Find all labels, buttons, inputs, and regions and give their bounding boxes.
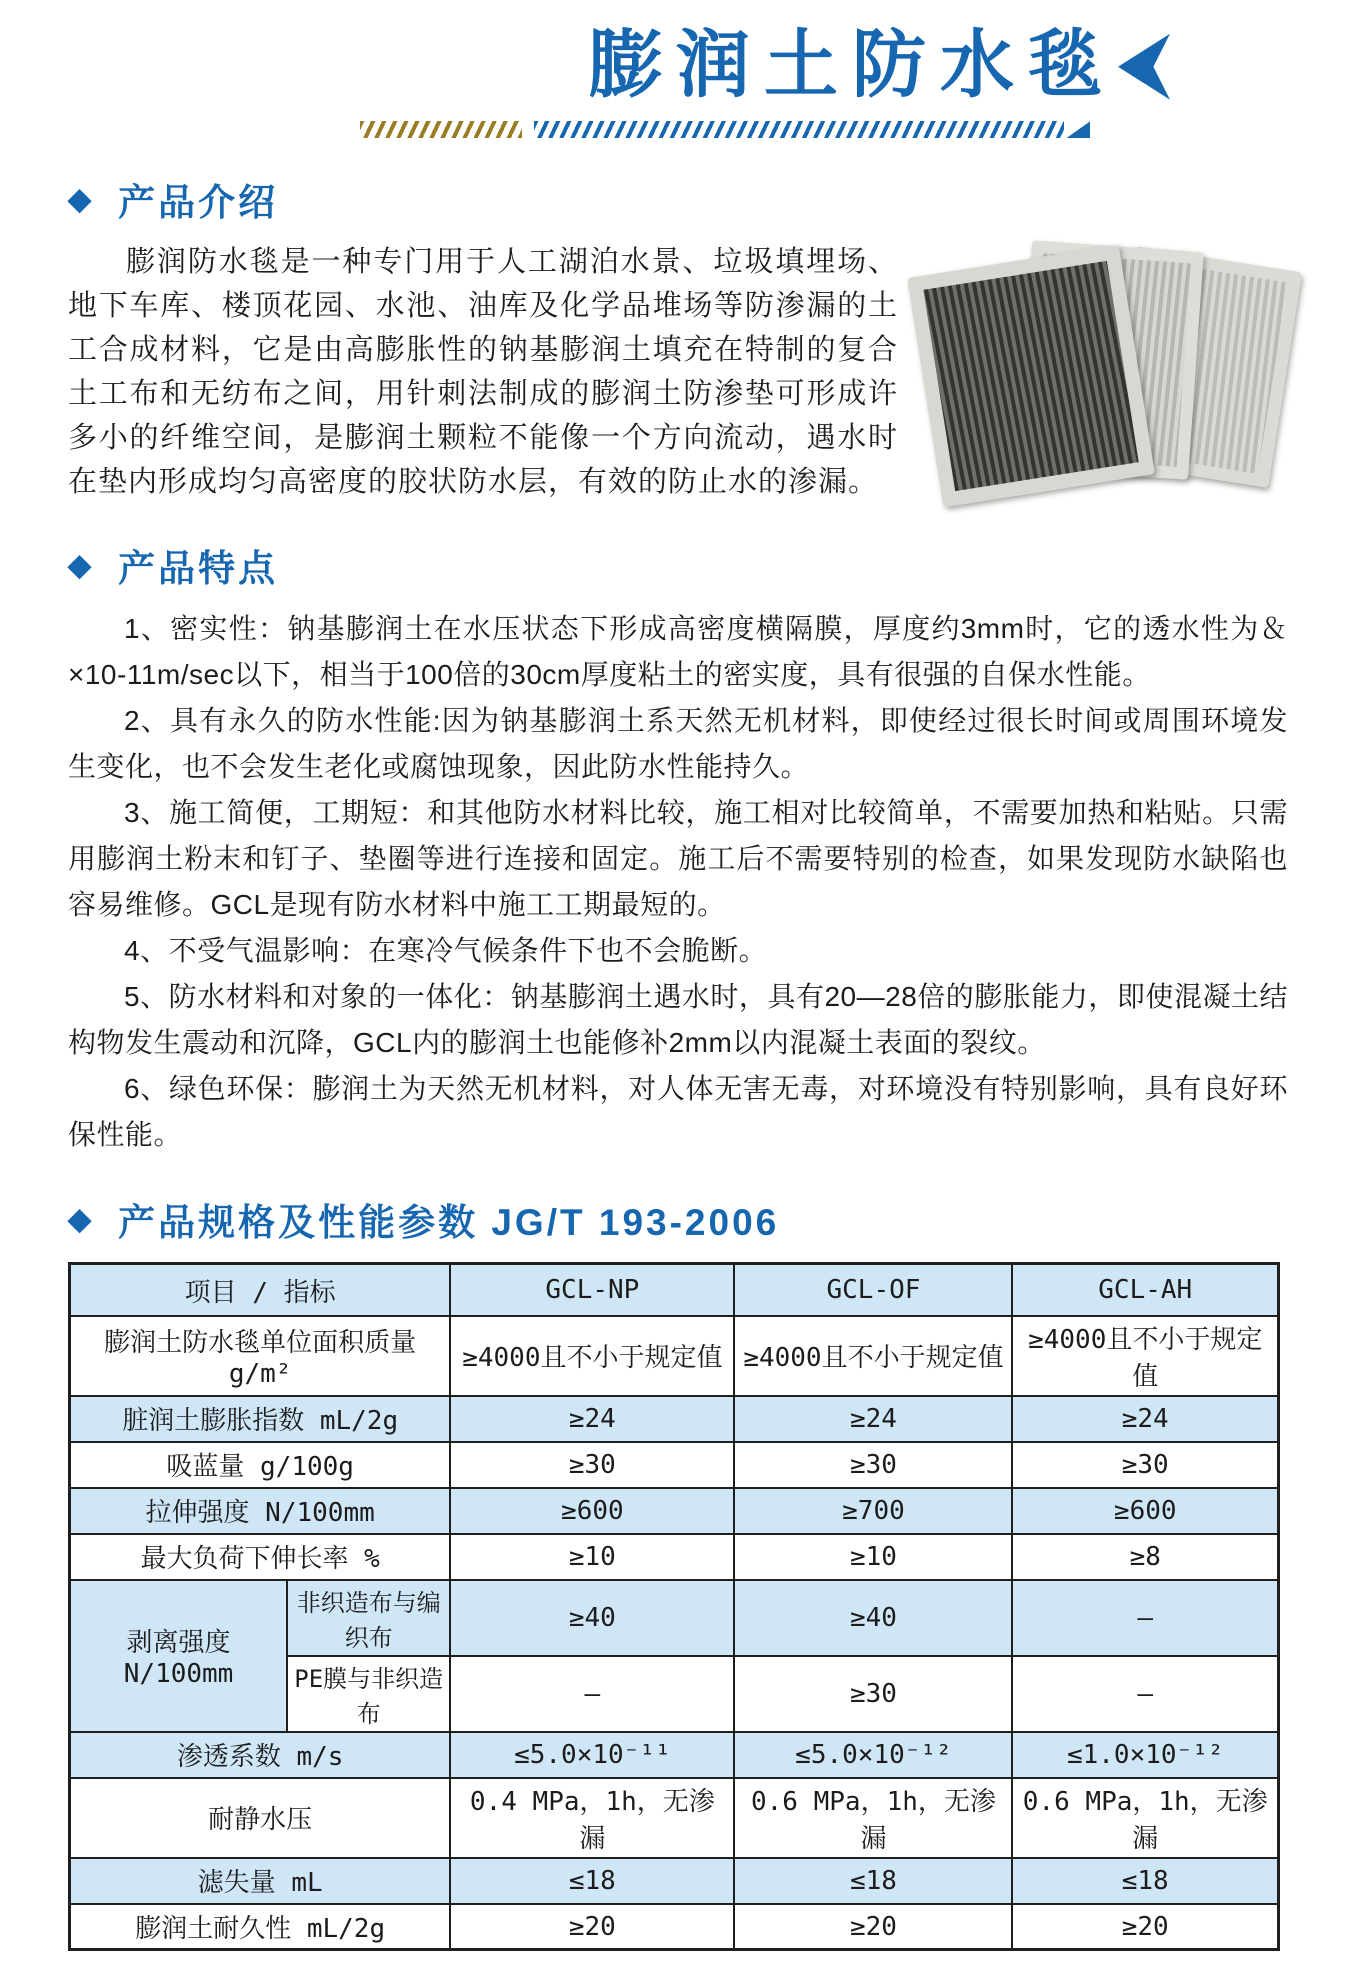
spec-header-cell: GCL-NP bbox=[450, 1264, 734, 1316]
spec-value: ≥4000且不小于规定值 bbox=[450, 1316, 734, 1396]
spec-value: ≥8 bbox=[1012, 1534, 1278, 1580]
spec-header-cell: GCL-AH bbox=[1012, 1264, 1278, 1316]
spec-value: 0.4 MPa，1h，无渗漏 bbox=[450, 1778, 734, 1858]
spec-value: ≤18 bbox=[1012, 1858, 1278, 1904]
spec-label: 膨润土耐久性 mL/2g bbox=[70, 1904, 451, 1950]
spec-value: ≥20 bbox=[450, 1904, 734, 1950]
section-intro-title: 产品介绍 bbox=[118, 182, 279, 224]
spec-row bbox=[70, 1858, 1279, 1904]
spec-value: ≥700 bbox=[734, 1488, 1012, 1534]
spec-label: 剥离强度 N/100mm bbox=[70, 1580, 288, 1732]
feature-item: 1、密实性：钠基膨润土在水压状态下形成高密度横隔膜，厚度约3mm时，它的透水性为＆×10-11m/sec以下，相当于100倍的30cm厚度粘土的密实度，具有很强的自保水性能。 bbox=[68, 613, 1288, 691]
feature-item: 6、绿色环保：膨润土为天然无机材料，对人体无害无毒，对环境没有特别影响，具有良好环保性能。 bbox=[68, 1073, 1288, 1151]
spec-label: 吸蓝量 g/100g bbox=[70, 1442, 451, 1488]
spec-value: ≥30 bbox=[734, 1442, 1012, 1488]
spec-value: ≥30 bbox=[734, 1656, 1012, 1732]
spec-row bbox=[70, 1778, 1279, 1858]
spec-label: 耐静水压 bbox=[70, 1778, 451, 1858]
section-specs-title: 产品规格及性能参数 JG/T 193-2006 bbox=[118, 1202, 780, 1244]
header bbox=[68, 26, 1288, 107]
spec-label: 最大负荷下伸长率 % bbox=[70, 1534, 451, 1580]
section-specs bbox=[68, 1192, 1288, 1951]
spec-label: 膨润土防水毯单位面积质量 g/m² bbox=[70, 1316, 451, 1396]
spec-table bbox=[68, 1262, 1280, 1951]
intro-paragraph: 膨润防水毯是一种专门用于人工湖泊水景、垃圾填埋场、地下车库、楼顶花园、水池、油库及化学品堆场等防渗漏的土工合成材料，它是由高膨胀性的钠基膨润土填充在特制的复合土工布和无纺布之间，用针刺法制成的膨润土防渗垫可形成许多小的纤维空间，是膨润土颗粒不能像一个方向流动，遇水时在垫内形成均匀高密度的胶状防水层，有效的防止水的渗漏。 bbox=[68, 246, 898, 499]
spec-value: – bbox=[1012, 1580, 1278, 1656]
spec-value: ≥600 bbox=[450, 1488, 734, 1534]
spec-row bbox=[70, 1534, 1279, 1580]
spec-value: 0.6 MPa，1h，无渗漏 bbox=[734, 1778, 1012, 1858]
spec-value: ≥600 bbox=[1012, 1488, 1278, 1534]
feature-item: 2、具有永久的防水性能:因为钠基膨润土系天然无机材料，即使经过很长时间或周围环境发生变化，也不会发生老化或腐蚀现象，因此防水性能持久。 bbox=[68, 705, 1288, 783]
section-features bbox=[68, 538, 1288, 1158]
spec-header-cell: 项目 / 指标 bbox=[70, 1264, 451, 1316]
spec-value: ≥20 bbox=[734, 1904, 1012, 1950]
spec-value: ≥30 bbox=[1012, 1442, 1278, 1488]
spec-row bbox=[70, 1396, 1279, 1442]
gold-stripes-decoration bbox=[360, 121, 522, 138]
section-features-title: 产品特点 bbox=[118, 548, 279, 590]
spec-value: ≥4000且不小于规定值 bbox=[1012, 1316, 1278, 1396]
spec-sublabel: 非织造布与编织布 bbox=[287, 1580, 450, 1656]
feature-item: 4、不受气温影响：在寒冷气候条件下也不会脆断。 bbox=[124, 935, 768, 967]
spec-value: ≤5.0×10⁻¹¹ bbox=[450, 1732, 734, 1778]
spec-value: ≥10 bbox=[734, 1534, 1012, 1580]
diamond-icon: ◆ bbox=[68, 1202, 95, 1236]
spec-value: ≥10 bbox=[450, 1534, 734, 1580]
spec-value: ≥40 bbox=[450, 1580, 734, 1656]
spec-label: 滤失量 mL bbox=[70, 1858, 451, 1904]
spec-label: 脏润土膨胀指数 mL/2g bbox=[70, 1396, 451, 1442]
spec-row bbox=[70, 1904, 1279, 1950]
spec-value: ≤18 bbox=[450, 1858, 734, 1904]
spec-row bbox=[70, 1580, 1279, 1656]
section-intro-heading bbox=[68, 172, 1288, 226]
diamond-icon: ◆ bbox=[68, 182, 95, 216]
section-features-heading bbox=[68, 538, 1288, 592]
spec-value: ≥40 bbox=[734, 1580, 1012, 1656]
page-title: 膨润土防水毯 bbox=[588, 25, 1116, 107]
intro-body bbox=[68, 240, 1288, 504]
spec-value: ≥24 bbox=[734, 1396, 1012, 1442]
spec-label: 渗透系数 m/s bbox=[70, 1732, 451, 1778]
title-arrow-icon bbox=[1118, 34, 1170, 100]
section-specs-heading bbox=[68, 1192, 1288, 1246]
diamond-icon: ◆ bbox=[68, 548, 95, 582]
spec-value: ≤5.0×10⁻¹² bbox=[734, 1732, 1012, 1778]
spec-header-cell: GCL-OF bbox=[734, 1264, 1012, 1316]
spec-value: ≥20 bbox=[1012, 1904, 1278, 1950]
spec-row bbox=[70, 1488, 1279, 1534]
spec-value: – bbox=[450, 1656, 734, 1732]
spec-value: ≥24 bbox=[1012, 1396, 1278, 1442]
feature-item: 3、施工简便，工期短：和其他防水材料比较，施工相对比较简单，不需要加热和粘贴。只需用膨润土粉末和钉子、垫圈等进行连接和固定。施工后不需要特别的检查，如果发现防水缺陷也容易维修。GCL是现有防水材料中施工工期最短的。 bbox=[68, 797, 1288, 921]
spec-header-row bbox=[70, 1264, 1279, 1316]
spec-value: ≤1.0×10⁻¹² bbox=[1012, 1732, 1278, 1778]
spec-label: 拉伸强度 N/100mm bbox=[70, 1488, 451, 1534]
spec-row bbox=[70, 1732, 1279, 1778]
spec-row bbox=[70, 1442, 1279, 1488]
spec-value: ≥4000且不小于规定值 bbox=[734, 1316, 1012, 1396]
section-intro bbox=[68, 172, 1288, 504]
spec-value: 0.6 MPa，1h，无渗漏 bbox=[1012, 1778, 1278, 1858]
spec-row bbox=[70, 1316, 1279, 1396]
stripe-end-wedge bbox=[1066, 121, 1090, 138]
spec-sublabel: PE膜与非织造布 bbox=[287, 1656, 450, 1732]
decorative-stripe-band bbox=[360, 121, 1288, 138]
spec-value: – bbox=[1012, 1656, 1278, 1732]
feature-item: 5、防水材料和对象的一体化：钠基膨润土遇水时，具有20—28倍的膨胀能力，即使混凝土结构物发生震动和沉降，GCL内的膨润土也能修补2mm以内混凝土表面的裂纹。 bbox=[68, 981, 1288, 1059]
gcl-mat-sample-front bbox=[907, 245, 1155, 508]
stripe-gap bbox=[522, 121, 534, 138]
spec-value: ≤18 bbox=[734, 1858, 1012, 1904]
blue-stripes-decoration bbox=[534, 121, 1064, 138]
spec-value: ≥30 bbox=[450, 1442, 734, 1488]
spec-value: ≥24 bbox=[450, 1396, 734, 1442]
product-photo bbox=[918, 244, 1288, 506]
